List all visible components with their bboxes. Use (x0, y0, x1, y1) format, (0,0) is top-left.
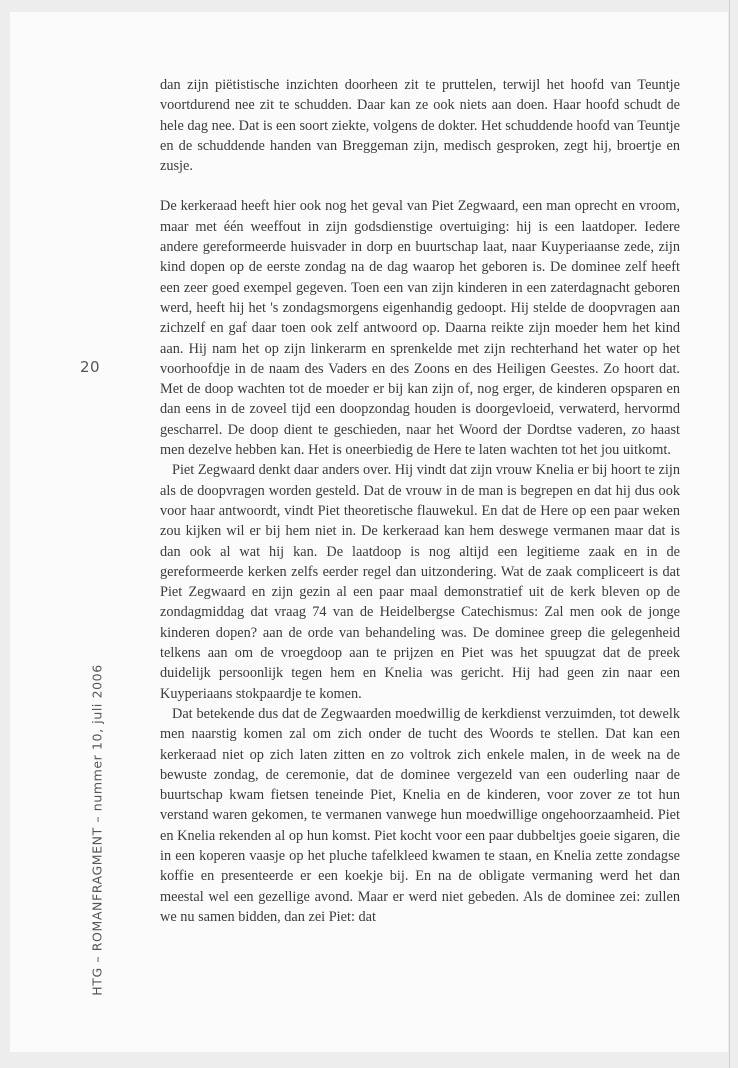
page-edge-line (729, 0, 730, 1068)
paragraph-1: dan zijn piëtistische inzichten doorheen zit te pruttelen, terwijl het hoofd van Teuntje voortdurend nee zit te schudden. Daar kan ze ook niets aan doen. Haar hoofd schudt de hele dag nee. Dat is een soort ziekte, volgens de dokter. Het schuddende hoofd van Teuntje en de schuddende handen van Breggeman zijn, medisch gesproken, zegt hij, broertje en zusje. (160, 77, 680, 175)
body-text (160, 75, 680, 927)
page-number: 20 (80, 358, 101, 376)
paragraph-4: Dat betekende dus dat de Zegwaarden moedwillig de kerkdienst verzuimden, tot dewelk men naarstig komen zal om zich onder de tucht des Woords te stellen. Dat kan een kerkeraad niet op zich laten zitten en zo voltrok zich enkele malen, in de week na de bewuste zondag, de ceremonie, dat de dominee vergezeld van een ouderling naar de buurtschap kwam fietsen teneinde Piet, Knelia en de kinderen, voor zover ze tot hun verstand waren gekomen, te vermanen vanwege hun moedwillige ongehoorzaamheid. Piet en Knelia rekenden al op hun komst. Piet kocht voor een paar dubbeltjes goeie sigaren, die in een koperen vaasje op het pluche tafelkleed kwamen te staan, en Knelia zette zondagse koffie en presenteerde er een koekje bij. En na de obligate vermaning werd het dan meestal wel een gezellige avond. Maar er werd niet gebeden. Als de dominee zei: zullen we nu samen bidden, dan zei Piet: dat (160, 705, 680, 925)
running-head: HTG – ROMANFRAGMENT – nummer 10, juli 2006 (89, 664, 105, 996)
paragraph-2: De kerkeraad heeft hier ook nog het geval van Piet Zegwaard, een man oprecht en vroom, maar met één weeffout in zijn godsdienstige overtuiging: hij is een laatdoper. Iedere andere gereformeerde huisvader in dorp en buurtschap laat, naar Kuyperiaanse zede, zijn kind dopen op de eerste zondag na de dag waarop het geboren is. De dominee zelf heeft een zeer goed exempel gegeven. Toen een van zijn kinderen in een zaterdagnacht geboren werd, heeft hij het 's zondagsmorgens eigenhandig gedoopt. Hij stelde de doopvragen aan zichzelf en gaf daar toen ook zelf antwoord op. Daarna reikte zijn moeder hem het kind aan. Hij nam het op zijn linkerarm en sprenkelde met zijn rechterhand het water op het voorhoofdje in de naam des Vaders en des Zoons en des Heiligen Geestes. Zo hoort dat. Met de doop wachten tot de moeder er bij kan zijn of, nog erger, de kinderen opsparen en dan eens in de zoveel tijd een doopzondag houden is doorgevloeid, verwaterd, hervormd gescharrel. De doop dient te geschieden, naar het Woord der Dordtse vaderen, zo haast men dezelve hebben kan. Het is oneerbiedig de Here te laten wachten tot het jou uitkomt. (160, 198, 680, 459)
paragraph-3: Piet Zegwaard denkt daar anders over. Hij vindt dat zijn vrouw Knelia er bij hoort te zijn als de doopvragen worden gesteld. Dat de vrouw in de man is begrepen en dat hij dus ook voor haar antwoordt, vindt Piet theoretische flauwekul. En dat de Here op een paar weken zou kijken wil er bij hem niet in. De kerkeraad kan hem deswege vermanen maar dat is dan ook al wat hij kan. De laatdoop is nog altijd een legitieme zaak en in de gereformeerde kerken zelfs eerder regel dan uitzondering. Wat de zaak compliceert is dat Piet Zegwaard en zijn gezin al een paar maal demonstratief uit de kerk bleven op de zondagmiddag dat vraag 74 van de Heidelbergse Catechismus: Zal men ook de jonge kinderen dopen? aan de orde van behandeling was. De dominee greep die gelegenheid telkens aan om de vroegdoop aan te prijzen en Piet was het spuugzat dat de preek duidelijk persoonlijk tegen hem en Knelia was gericht. Hij had geen zin naar een Kuyperiaans stokpaardje te komen. (160, 462, 680, 702)
